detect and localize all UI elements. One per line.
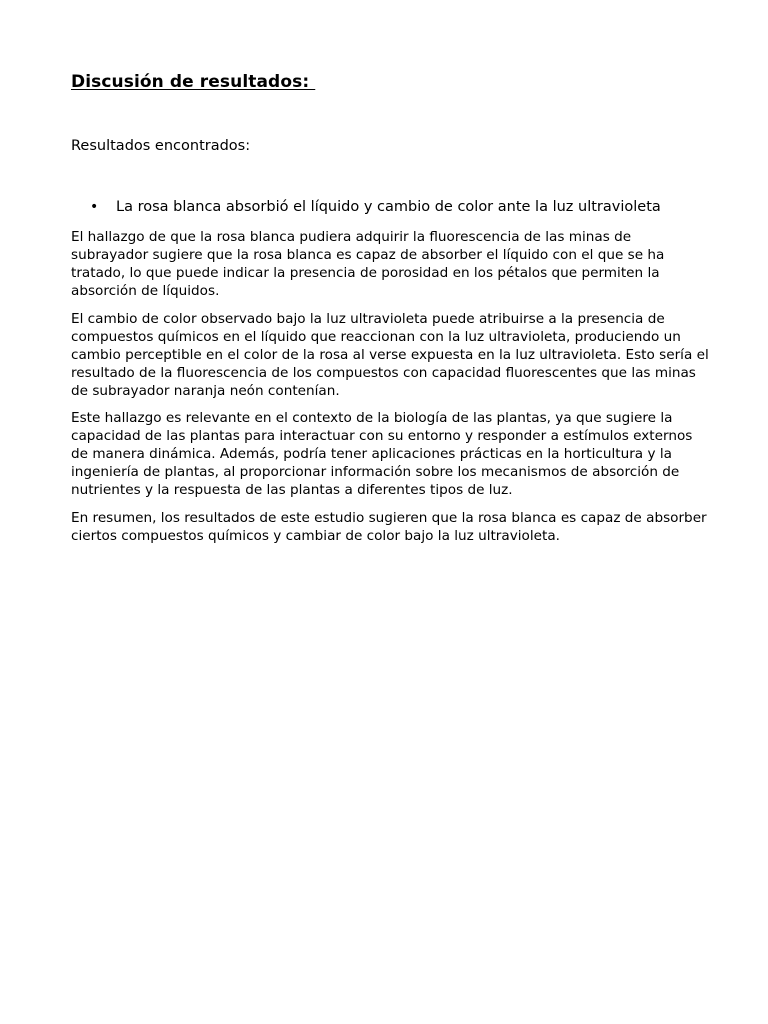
list-item [90, 199, 661, 215]
discussion-body [71, 228, 711, 554]
paragraph-relevance: Este hallazgo es relevante en el contexto de la biología de las plantas, ya que sugiere la capacidad de las plantas para interactuar con su entorno y responder a estímulos externos de manera dinámica. Además, podría tener aplicaciones prácticas en la horticultura y la ingeniería de plantas, al proporcionar información sobre los mecanismos de absorción de nutrientes y la respuesta de las plantas a diferentes tipos de luz. [71, 410, 693, 498]
findings-list [90, 199, 661, 215]
page-title: Discusión de resultados: [71, 72, 316, 92]
bullet-icon: • [90, 199, 99, 215]
section-subtitle: Resultados encontrados: [71, 138, 251, 154]
paragraph-color-change: El cambio de color observado bajo la luz ultravioleta puede atribuirse a la presencia de compuestos químicos en el líquido que reaccionan con la luz ultravioleta, produciendo un cambio perceptible en el color de la rosa al verse expuesta en la luz ultravioleta. Esto sería el resultado de la fluorescencia de los compuestos con capacidad fluorescentes que las minas de subrayador naranja neón contenían. [71, 310, 709, 399]
paragraph-summary: En resumen, los resultados de este estudio sugieren que la rosa blanca es capaz de absorber ciertos compuestos químicos y cambiar de color bajo la luz ultravioleta. [71, 509, 707, 544]
paragraph-porosity: El hallazgo de que la rosa blanca pudiera adquirir la fluorescencia de las minas de subrayador sugiere que la rosa blanca es capaz de absorber el líquido con el que se ha tratado, lo que puede indicar la presencia de porosidad en los pétalos que permiten la absorción de líquidos. [71, 229, 665, 299]
list-item-text: La rosa blanca absorbió el líquido y cambio de color ante la luz ultravioleta [116, 199, 661, 215]
